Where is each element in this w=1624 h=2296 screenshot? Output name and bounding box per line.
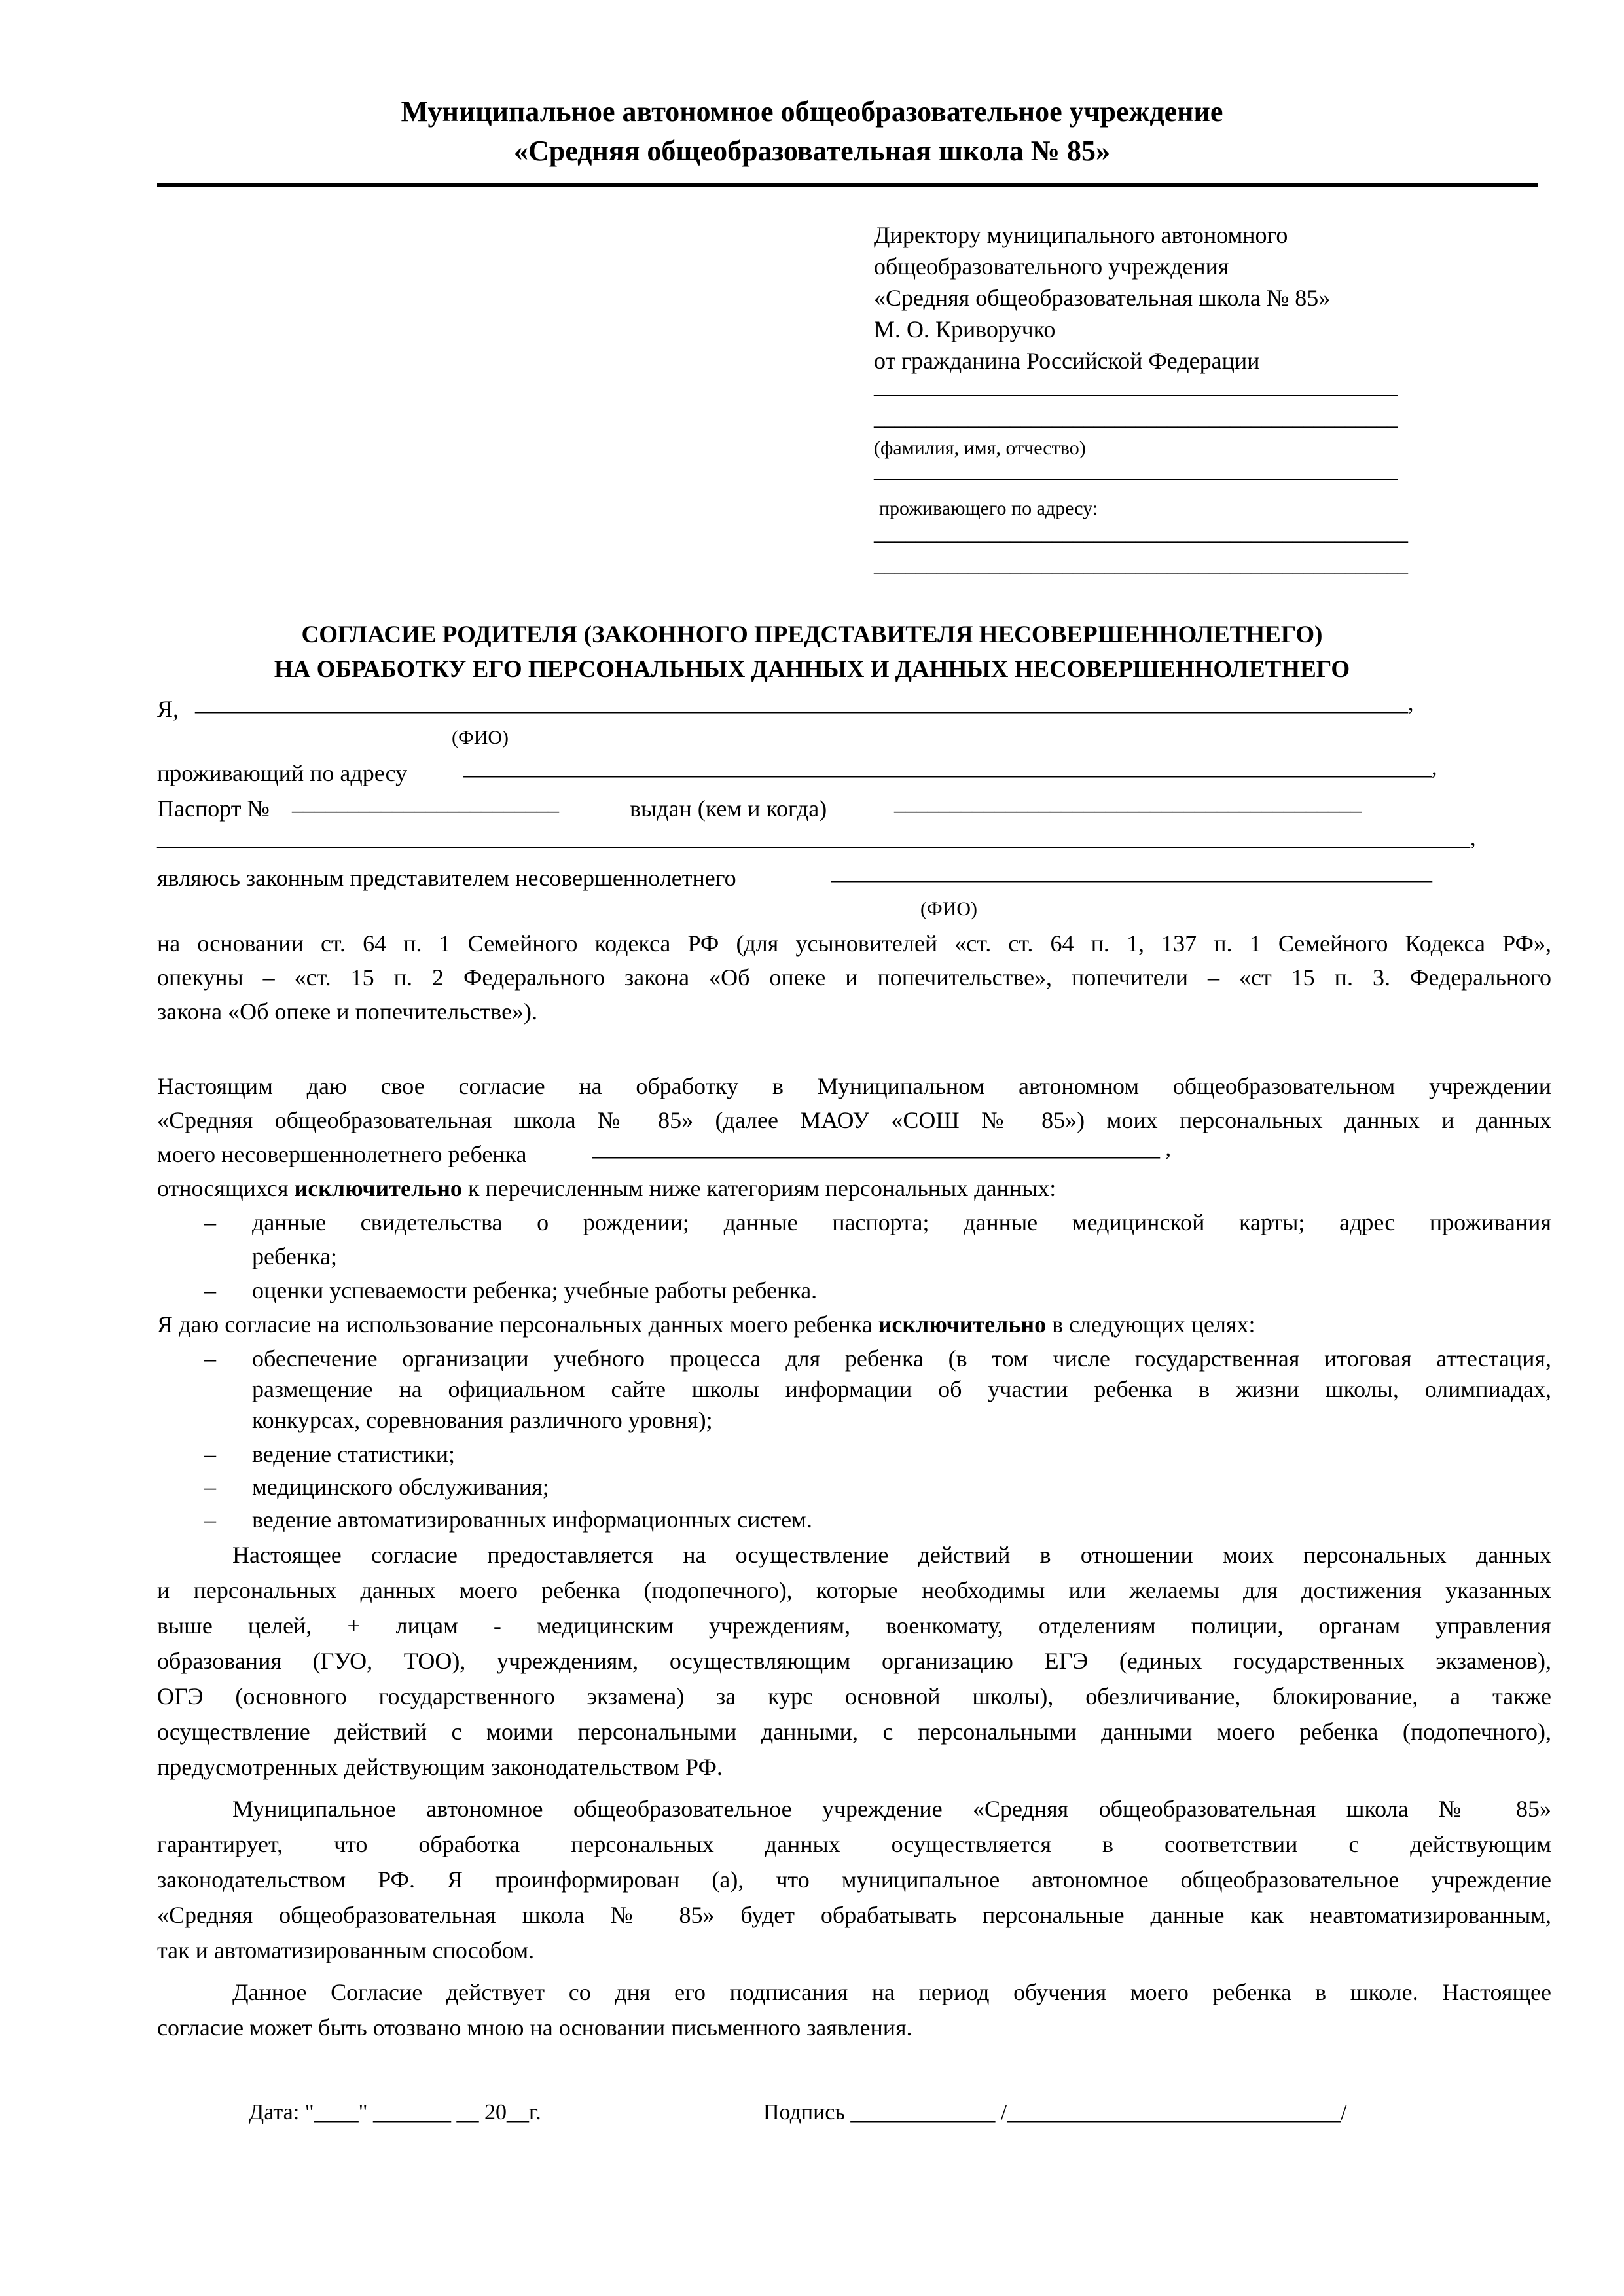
applicant-name-field-2[interactable]: __________________________________________________ [874,406,1398,429]
consent-line: Настоящим даю свое согласие на обработку в Муниципальном автономном общеобразовательном учреждении [157,1073,1551,1099]
consent-line [157,1175,1056,1202]
document-title-line1: СОГЛАСИЕ РОДИТЕЛЯ (ЗАКОННОГО ПРЕДСТАВИТЕЛЯ НЕСОВЕРШЕННОЛЕТНЕГО) [301,621,1323,648]
paragraph-line: «Средняя общеобразовательная школа № 85» будет обрабатывать персональные данные как неавтоматизированным, [157,1902,1551,1928]
category-item: оценки успеваемости ребенка; учебные работы ребенка. [252,1277,818,1303]
parent-fio-field[interactable]: _____________________________________________________________________________________________________________, [195,691,1414,716]
addressee-line: «Средняя общеобразовательная школа № 85» [874,285,1331,311]
paragraph-line: осуществление действий с моими персональными данными, с персональными данными моего ребенка (подопечного), [157,1719,1551,1745]
applicant-extra-field[interactable]: __________________________________________________ [874,458,1398,482]
bullet: – [204,1506,216,1533]
consent-emphasis: исключительно [294,1175,462,1201]
applicant-address-field-2[interactable]: ___________________________________________________ [874,553,1408,576]
child-fio-caption: (ФИО) [920,898,978,920]
bullet: – [204,1345,216,1372]
passport-issued-field[interactable]: __________________________________________ [894,791,1362,815]
parent-address-field[interactable]: _______________________________________________________________________________________, [463,756,1437,780]
purposes-intro [157,1311,1255,1338]
category-item: данные свидетельства о рождении; данные паспорта; данные медицинской карты; адрес проживания [252,1209,1551,1235]
child-fio-field[interactable]: ______________________________________________________ [831,860,1432,884]
paragraph-line: Данное Согласие действует со дня его подписания на период обучения моего ребенка в школе. Настоящее [232,1979,1551,2005]
addressee-line: Директору муниципального автономного [874,222,1288,248]
purpose-item: обеспечение организации учебного процесса для ребенка (в том числе государственная итоговая аттестация, [252,1345,1551,1372]
fio-caption: (ФИО) [452,727,509,748]
purposes-emphasis: исключительно [878,1311,1047,1338]
addressee-line: общеобразовательного учреждения [874,253,1229,280]
date-field[interactable]: Дата: "____" _______ __ 20__г. [249,2100,541,2124]
basis-line: закона «Об опеке и попечительстве»). [157,998,538,1025]
paragraph-line: Муниципальное автономное общеобразовательное учреждение «Средняя общеобразовательная школа № 85» [232,1796,1551,1822]
passport-issued-field-2[interactable]: ______________________________________________________________________________________________________________________, [157,826,1476,850]
applicant-name-field[interactable]: __________________________________________________ [874,374,1398,398]
paragraph-line: образования (ГУО, ТОО), учреждениям, осуществляющим организацию ЕГЭ (единых государственных экзаменов), [157,1648,1551,1674]
paragraph-line: и персональных данных моего ребенка (подопечного), которые необходимы или желаемы для достижения указанных [157,1577,1551,1603]
bullet: – [204,1474,216,1500]
paragraph-line: согласие может быть отозвано мною на основании письменного заявления. [157,2014,912,2041]
fio-hint: (фамилия, имя, отчество) [874,437,1086,459]
purpose-item: размещение на официальном сайте школы информации об участии ребенка в жизни школы, олимпиадах, [252,1376,1551,1402]
purpose-item: конкурсах, соревнования различного уровня); [252,1407,713,1433]
consent-line: «Средняя общеобразовательная школа № 85» (далее МАОУ «СОШ № 85») моих персональных данных и данных [157,1107,1551,1133]
paragraph-line: законодательством РФ. Я проинформирован (а), что муниципальное автономное общеобразовательное учреждение [157,1867,1551,1893]
purpose-item: ведение статистики; [252,1441,456,1467]
document-title-line2: НА ОБРАБОТКУ ЕГО ПЕРСОНАЛЬНЫХ ДАННЫХ И ДАННЫХ НЕСОВЕРШЕННОЛЕТНЕГО [274,656,1350,683]
passport-number-field[interactable]: ________________________ [292,791,559,815]
purpose-item: медицинского обслуживания; [252,1474,549,1500]
consent-text: относящихся [157,1175,289,1201]
school-name-line1: Муниципальное автономное общеобразовательное учреждение [401,96,1223,128]
issued-label: выдан (кем и когда) [630,795,827,822]
passport-label: Паспорт № [157,795,270,822]
school-name-line2: «Средняя общеобразовательная школа № 85» [513,135,1110,167]
child-name-field[interactable]: ___________________________________________________ , [592,1137,1171,1161]
address-hint: проживающего по адресу: [879,498,1098,519]
bullet: – [204,1441,216,1467]
paragraph-line: Настоящее согласие предоставляется на осуществление действий в отношении моих персональных данных [232,1542,1551,1568]
paragraph-line: ОГЭ (основного государственного экзамена) за курс основной школы), обезличивание, блокирование, а также [157,1683,1551,1709]
applicant-address-field[interactable]: ___________________________________________________ [874,521,1408,545]
paragraph-line: выше целей, + лицам - медицинским учреждениям, военкомату, отделениям полиции, органам управления [157,1613,1551,1639]
i-label: Я, [157,696,179,722]
purpose-item: ведение автоматизированных информационных систем. [252,1506,812,1533]
header-rule [157,183,1538,187]
signature-field[interactable]: Подпись _____________ /______________________________/ [763,2100,1347,2124]
basis-line: опекуны – «ст. 15 п. 2 Федерального закона «Об опеке и попечительстве», попечители – «ст 15 п. 3. Федерального [157,964,1551,991]
bullet: – [204,1209,216,1235]
addressee-line: от гражданина Российской Федерации [874,348,1260,374]
addressee-line: М. О. Криворучко [874,316,1056,342]
consent-text: к перечисленным ниже категориям персональных данных: [467,1175,1056,1201]
paragraph-line: предусмотренных действующим законодательством РФ. [157,1754,723,1780]
category-item: ребенка; [252,1243,337,1269]
basis-line: на основании ст. 64 п. 1 Семейного кодекса РФ (для усыновителей «ст. ст. 64 п. 1, 137 п. 1 Семейного Кодекса РФ», [157,930,1551,957]
purposes-text: Я даю согласие на использование персональных данных моего ребенка [157,1311,873,1338]
purposes-text: в следующих целях: [1052,1311,1255,1338]
representative-label: являюсь законным представителем несовершеннолетнего [157,865,736,891]
address-label: проживающий по адресу [157,760,408,786]
paragraph-line: так и автоматизированным способом. [157,1937,535,1963]
paragraph-line: гарантирует, что обработка персональных данных осуществляется в соответствии с действующим [157,1831,1551,1857]
consent-line: моего несовершеннолетнего ребенка [157,1141,527,1167]
bullet: – [204,1277,216,1303]
